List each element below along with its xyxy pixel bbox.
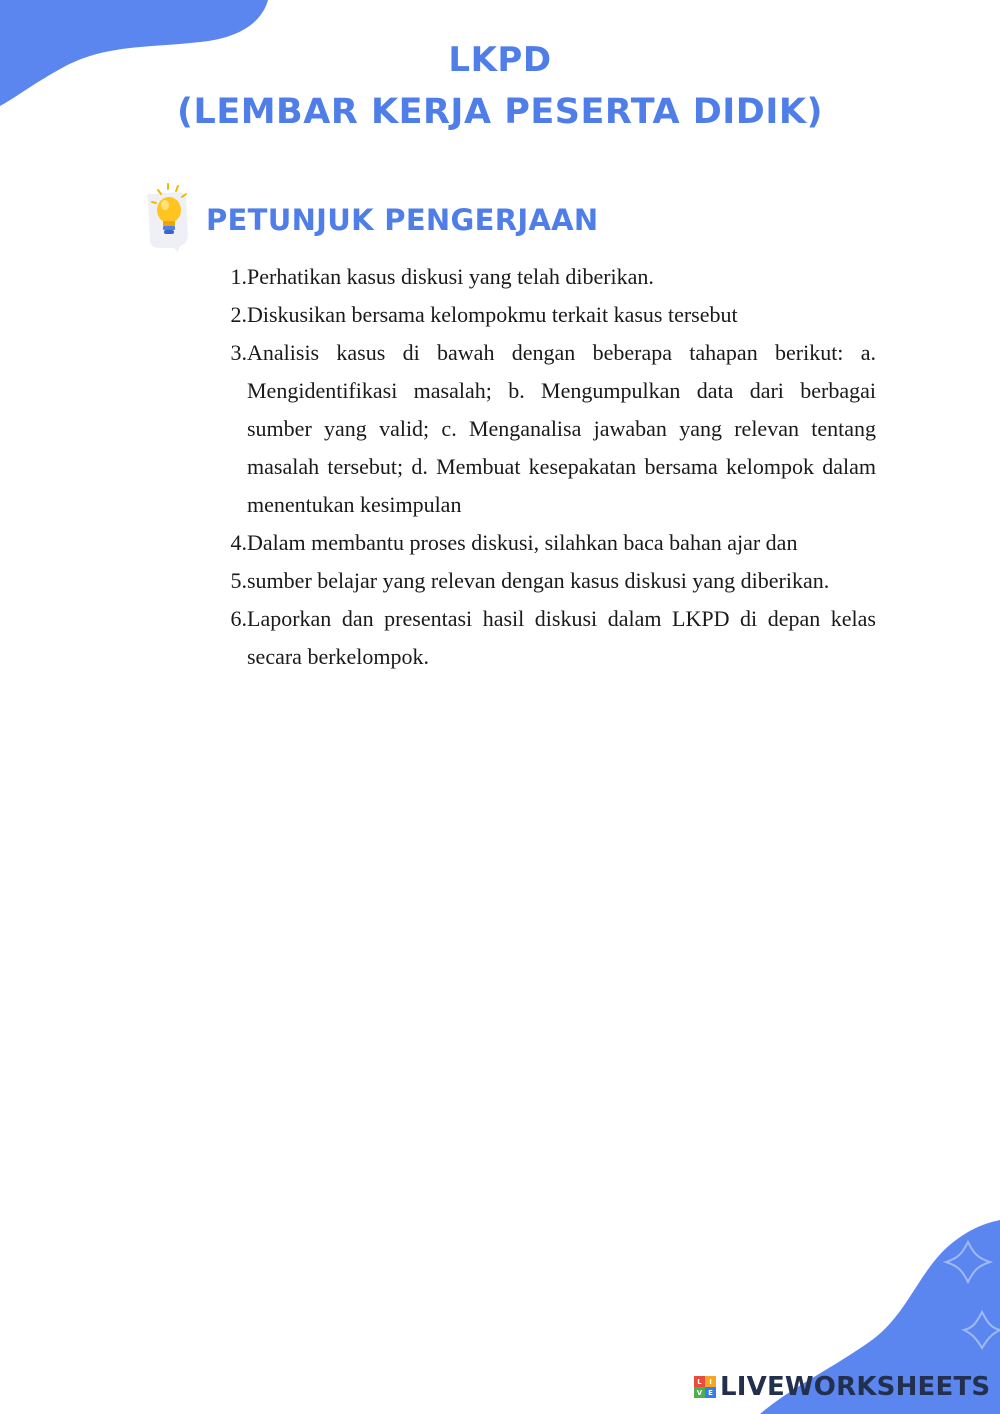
list-item [222,334,876,524]
list-item [222,258,876,296]
brand-name: LIVEWORKSHEETS [720,1372,991,1402]
liveworksheets-brand[interactable] [694,1372,990,1402]
step-number: 1. [230,264,247,289]
lightbulb-icon [144,182,200,252]
list-item [222,562,876,600]
step-text: Dalam membantu proses diskusi, silahkan baca bahan ajar dan [247,530,798,555]
step-number: 3. [230,340,247,365]
page-title: LKPD [448,40,552,80]
step-text: Perhatikan kasus diskusi yang telah diberikan. [247,264,654,289]
liveworksheets-logo-icon: L I V E [694,1376,716,1398]
page-subtitle: (LEMBAR KERJA PESERTA DIDIK) [177,92,823,132]
instructions-list [222,258,876,676]
list-item [222,296,876,334]
step-text: Laporkan dan presentasi hasil diskusi dalam LKPD di depan kelas secara berkelompok. [247,606,876,669]
list-item [222,600,876,676]
step-number: 5. [230,568,247,593]
section-heading: PETUNJUK PENGERJAAN [206,203,599,237]
step-number: 2. [230,302,247,327]
step-text: Analisis kasus di bawah dengan beberapa tahapan berikut: a. Mengidentifikasi masalah; b. Mengumpulkan data dari berbagai sumber yang valid; c. Menganalisa jawaban yang relevan tentang masalah tersebut; d. Membuat kesepakatan bersama kelompok dalam menentukan kesimpulan [247,340,876,517]
step-number: 4. [230,530,247,555]
step-number: 6. [230,606,247,631]
step-text: sumber belajar yang relevan dengan kasus diskusi yang diberikan. [247,568,830,593]
step-text: Diskusikan bersama kelompokmu terkait kasus tersebut [247,302,738,327]
list-item [222,524,876,562]
